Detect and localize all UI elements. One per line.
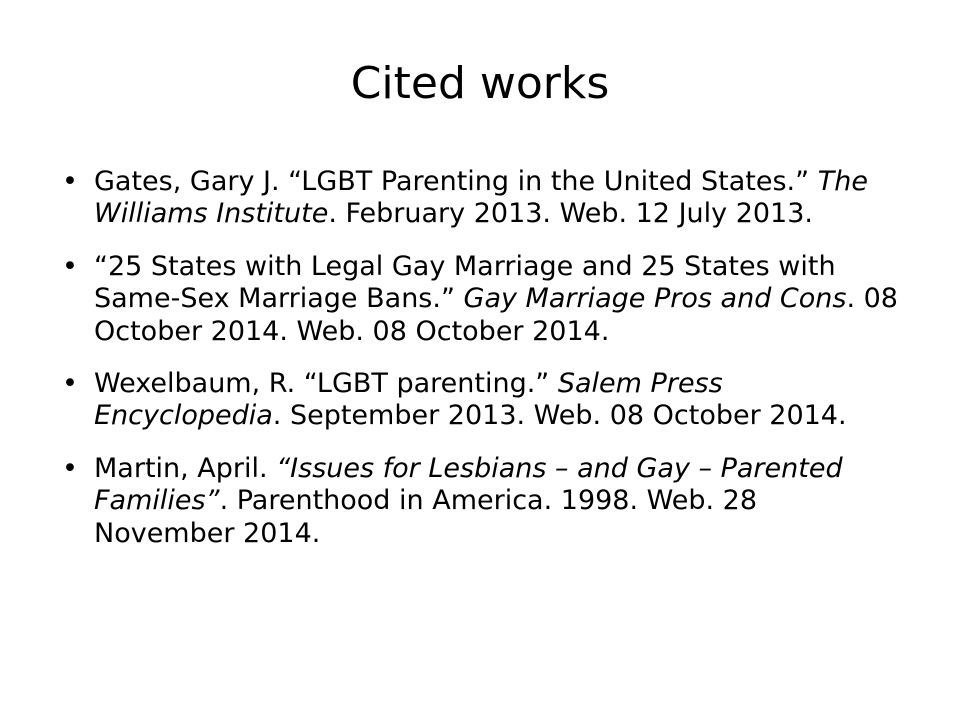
citation-item (62, 368, 902, 433)
bullet-icon: • (62, 250, 78, 282)
citation-source-title: The Williams Institute (94, 166, 868, 230)
bullet-icon: • (62, 166, 78, 197)
citation-segment: . Parenthood in America. 1998. Web. 28 November 2014. (94, 485, 758, 549)
slide-title: Cited works (350, 58, 610, 109)
citation-item (62, 166, 902, 231)
citation-segment: Martin, April. (94, 452, 277, 484)
citation-item (62, 453, 902, 550)
bullet-icon: • (62, 452, 78, 484)
citation-source-title: Salem Press Encyclopedia (94, 367, 723, 432)
citation-text (94, 251, 898, 347)
citation-segment: “25 States with Legal Gay Marriage and 25 States with Same-Sex Marriage Bans.” (94, 250, 836, 315)
citation-segment: Wexelbaum, R. “LGBT parenting.” (94, 367, 558, 399)
citation-text (94, 368, 847, 431)
citation-segment: Gates, Gary J. “LGBT Parenting in the United States.” (94, 166, 818, 197)
bullet-icon: • (62, 367, 78, 399)
citation-text (94, 166, 868, 229)
citation-text (94, 453, 843, 549)
citation-segment: . 08 October 2014. Web. 08 October 2014. (94, 283, 898, 347)
citation-item (62, 251, 902, 348)
citation-list (62, 166, 902, 570)
citation-source-title: “Issues for Lesbians – and Gay – Parented Families” (94, 452, 843, 517)
citation-segment: . September 2013. Web. 08 October 2014. (272, 400, 847, 432)
citation-source-title: Gay Marriage Pros and Cons (463, 283, 847, 315)
citation-segment: . February 2013. Web. 12 July 2013. (328, 198, 813, 230)
